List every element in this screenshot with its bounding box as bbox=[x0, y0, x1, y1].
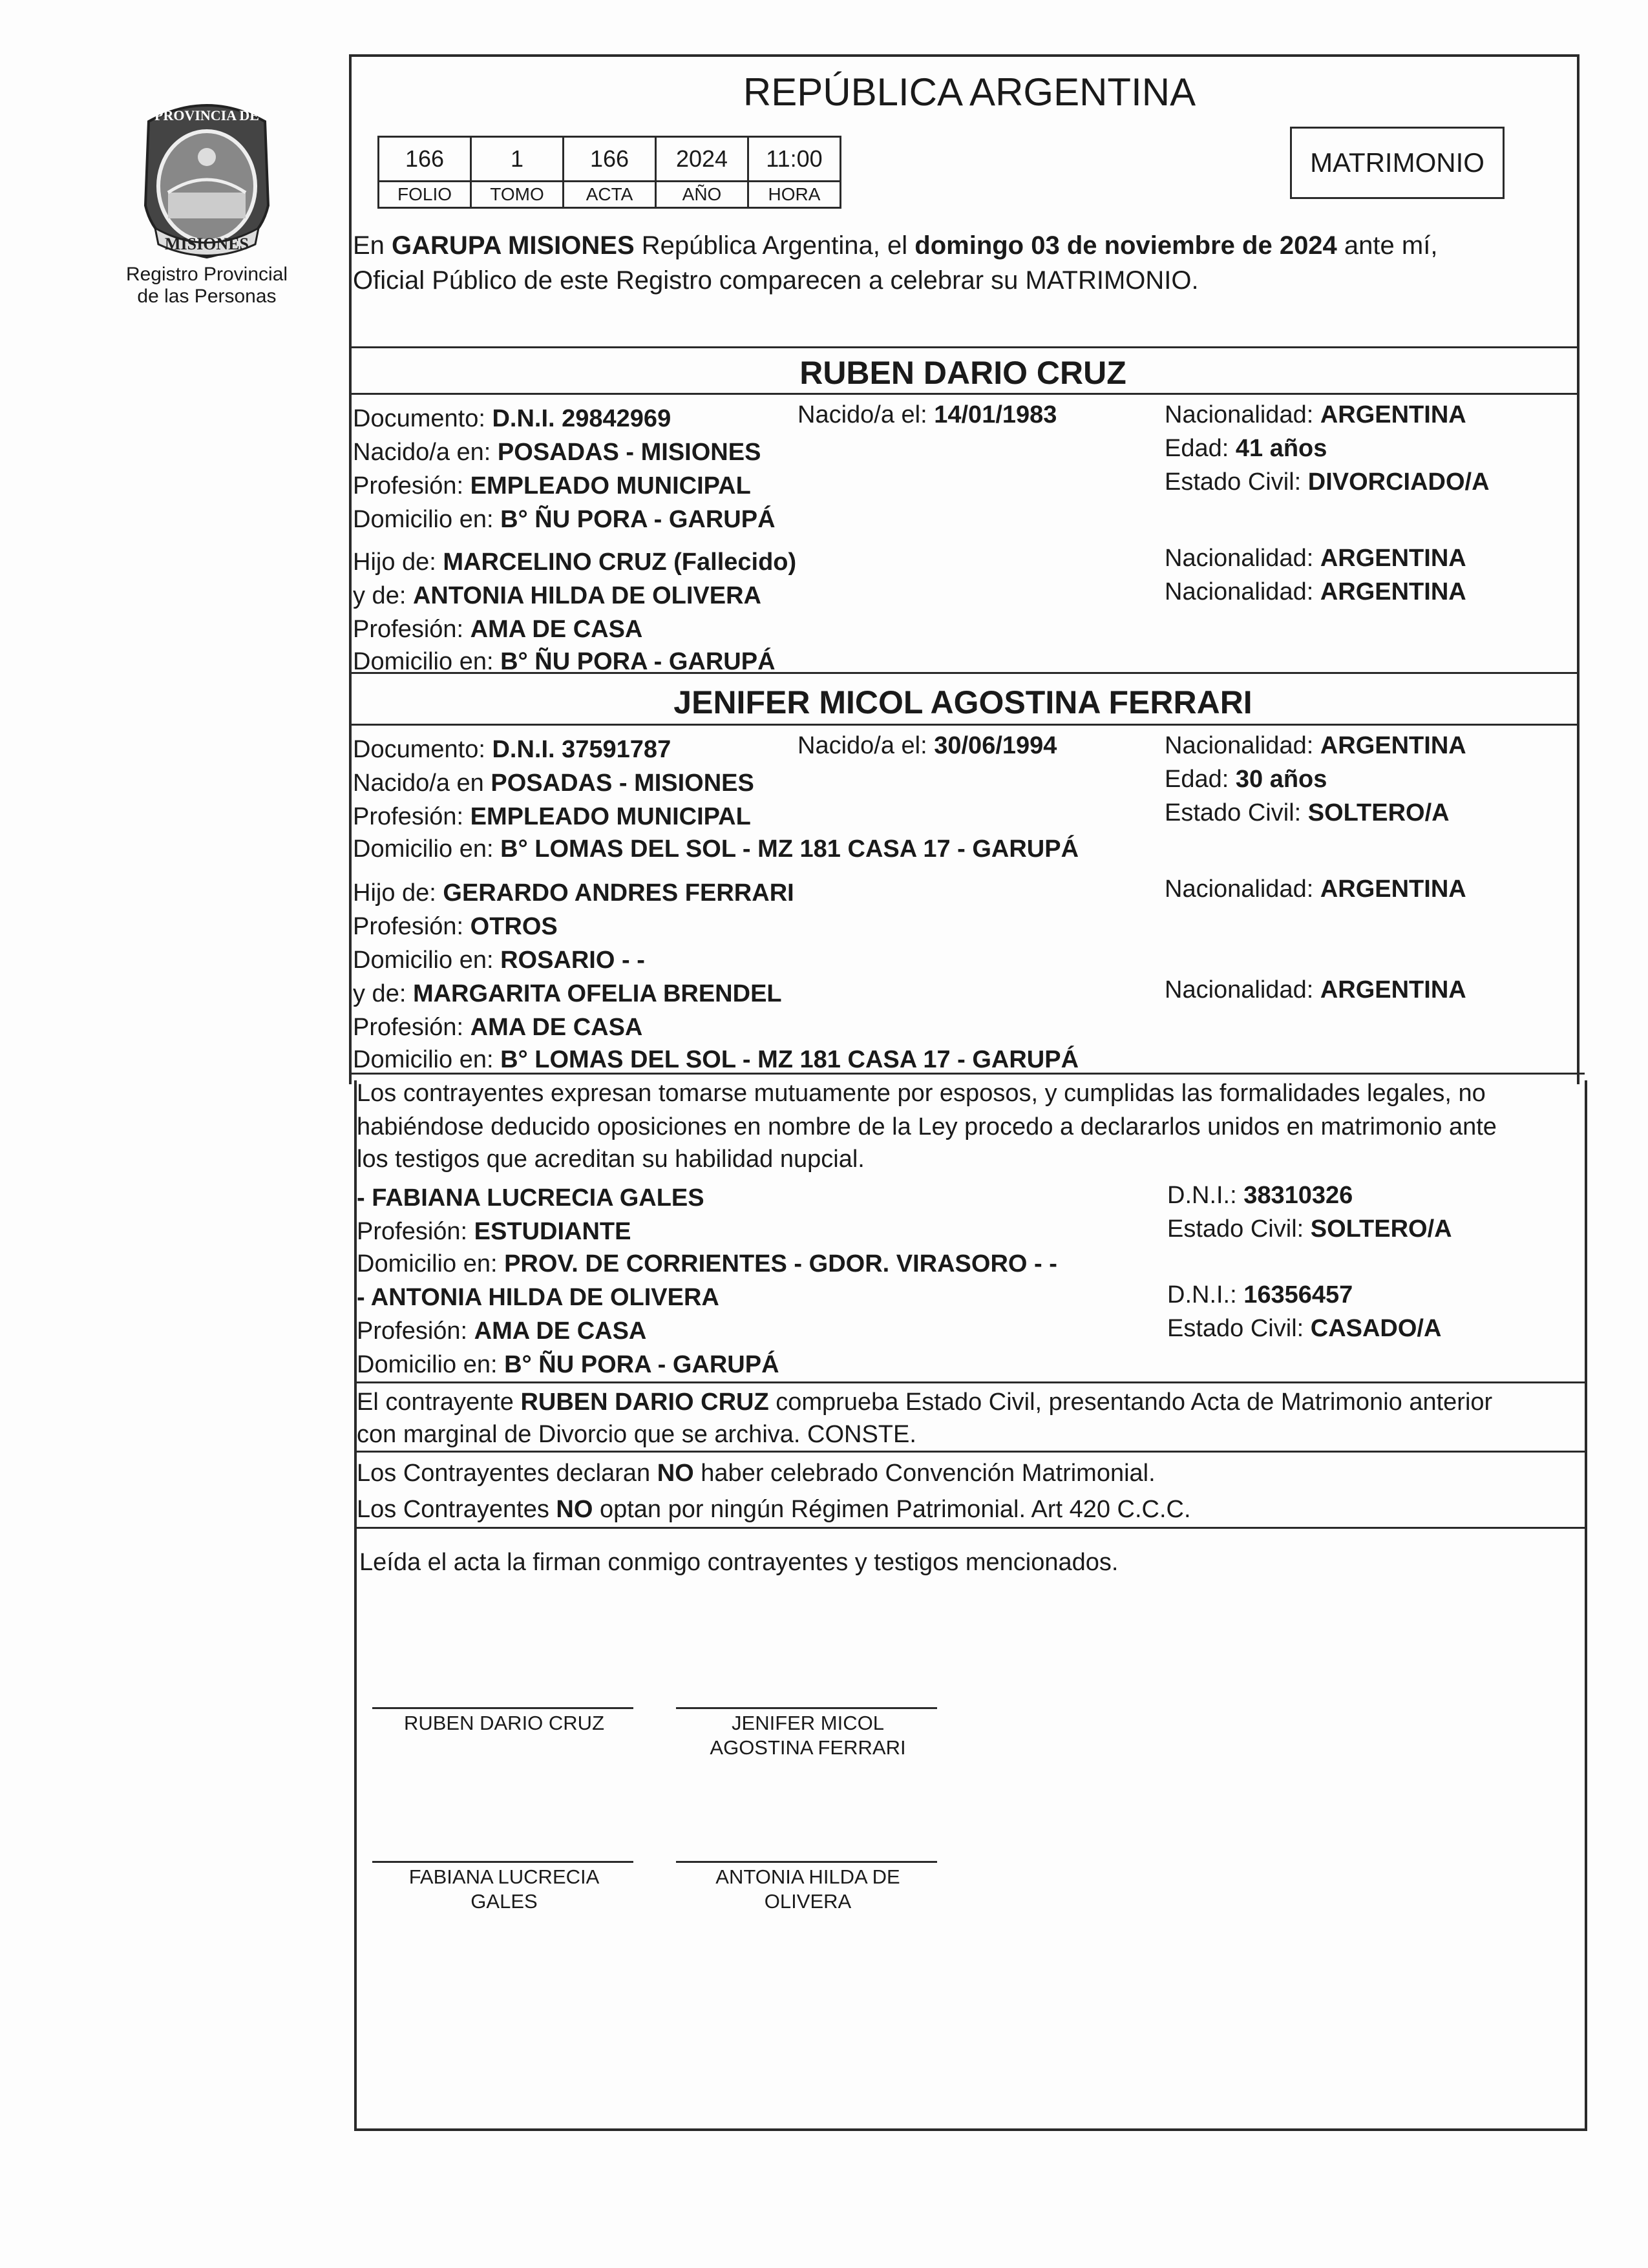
party1-father-nationality: Nacionalidad: ARGENTINA bbox=[1165, 545, 1466, 572]
party2-birthdate: Nacido/a el: 30/06/1994 bbox=[798, 732, 1057, 759]
party2-age: Edad: 30 años bbox=[1165, 766, 1327, 793]
party1-nationality: Nacionalidad: ARGENTINA bbox=[1165, 401, 1466, 428]
witness1-address: Domicilio en: PROV. DE CORRIENTES - GDOR. VIRASORO - - bbox=[357, 1250, 1057, 1277]
registry-name: Registro Provincial de las Personas bbox=[125, 264, 288, 307]
party1-birthplace: Nacido/a en: POSADAS - MISIONES bbox=[353, 439, 761, 466]
folio-value: 166 bbox=[379, 137, 471, 182]
party2-father-nationality: Nacionalidad: ARGENTINA bbox=[1165, 876, 1466, 903]
hour-label: HORA bbox=[748, 182, 841, 208]
party2-birthplace: Nacido/a en POSADAS - MISIONES bbox=[353, 770, 754, 797]
party2-father-address: Domicilio en: ROSARIO - - bbox=[353, 947, 645, 974]
party1-father: Hijo de: MARCELINO CRUZ (Fallecido) bbox=[353, 549, 797, 576]
party1-age: Edad: 41 años bbox=[1165, 435, 1327, 462]
party2-father-profession: Profesión: OTROS bbox=[353, 913, 558, 940]
party2-name: JENIFER MICOL AGOSTINA FERRARI bbox=[673, 684, 1252, 720]
party2-profession: Profesión: EMPLEADO MUNICIPAL bbox=[353, 803, 751, 830]
party2-address: Domicilio en: B° LOMAS DEL SOL - MZ 181 CASA 17 - GARUPÁ bbox=[353, 835, 1079, 863]
signature-name-1: RUBEN DARIO CRUZ bbox=[403, 1712, 604, 1734]
province-seal-logo bbox=[129, 96, 284, 264]
witness2-name: - ANTONIA HILDA DE OLIVERA bbox=[357, 1284, 719, 1311]
witness1-dni: D.N.I.: 38310326 bbox=[1167, 1182, 1353, 1209]
party1-mother-profession: Profesión: AMA DE CASA bbox=[353, 616, 643, 643]
signature-name-2: JENIFER MICOL AGOSTINA FERRARI bbox=[710, 1712, 906, 1759]
party2-mother-nationality: Nacionalidad: ARGENTINA bbox=[1165, 976, 1466, 1003]
party1-address: Domicilio en: B° ÑU PORA - GARUPÁ bbox=[353, 506, 776, 533]
signature-line-2 bbox=[676, 1707, 937, 1709]
intro-line-2: Oficial Público de este Registro comparecen a celebrar su MATRIMONIO. bbox=[353, 266, 1199, 295]
party1-civil-status: Estado Civil: DIVORCIADO/A bbox=[1165, 468, 1490, 496]
party1-mother-nationality: Nacionalidad: ARGENTINA bbox=[1165, 578, 1466, 605]
folio-label: FOLIO bbox=[379, 182, 471, 208]
party1-birthdate: Nacido/a el: 14/01/1983 bbox=[798, 401, 1057, 428]
witness2-profession: Profesión: AMA DE CASA bbox=[357, 1318, 647, 1345]
witness1-civil-status: Estado Civil: SOLTERO/A bbox=[1167, 1215, 1452, 1243]
civil-status-note-line-2: con marginal de Divorcio que se archiva. CONSTE. bbox=[357, 1421, 916, 1448]
party2-nationality: Nacionalidad: ARGENTINA bbox=[1165, 732, 1466, 759]
acta-label: ACTA bbox=[564, 182, 656, 208]
hour-value: 11:00 bbox=[748, 137, 841, 182]
signature-line-1 bbox=[372, 1707, 633, 1709]
act-type-box: MATRIMONIO bbox=[1290, 127, 1505, 199]
party1-name: RUBEN DARIO CRUZ bbox=[799, 355, 1126, 391]
party2-father: Hijo de: GERARDO ANDRES FERRARI bbox=[353, 879, 794, 907]
year-value: 2024 bbox=[656, 137, 748, 182]
convention-declaration: Los Contrayentes declaran NO haber celebrado Convención Matrimonial. bbox=[357, 1460, 1156, 1487]
closing-statement: Leída el acta la firman conmigo contrayentes y testigos mencionados. bbox=[359, 1549, 1119, 1576]
declaration-line-1: Los contrayentes expresan tomarse mutuamente por esposos, y cumplidas las formalidades legales, no bbox=[357, 1080, 1486, 1107]
party2-document: Documento: D.N.I. 37591787 bbox=[353, 736, 671, 763]
witness2-dni: D.N.I.: 16356457 bbox=[1167, 1281, 1353, 1308]
tomo-label: TOMO bbox=[471, 182, 564, 208]
party2-mother: y de: MARGARITA OFELIA BRENDEL bbox=[353, 980, 782, 1007]
witness1-name: - FABIANA LUCRECIA GALES bbox=[357, 1184, 704, 1212]
seal-text-bottom: MISIONES bbox=[164, 235, 249, 253]
year-label: AÑO bbox=[656, 182, 748, 208]
seal-text-top: PROVINCIA DE bbox=[154, 107, 259, 123]
party2-civil-status: Estado Civil: SOLTERO/A bbox=[1165, 799, 1450, 826]
party2-mother-profession: Profesión: AMA DE CASA bbox=[353, 1014, 643, 1041]
declaration-line-3: los testigos que acreditan su habilidad nupcial. bbox=[357, 1146, 865, 1173]
party1-profession: Profesión: EMPLEADO MUNICIPAL bbox=[353, 472, 751, 499]
party1-mother-address: Domicilio en: B° ÑU PORA - GARUPÁ bbox=[353, 648, 776, 675]
civil-status-note-line-1: El contrayente RUBEN DARIO CRUZ comprueba Estado Civil, presentando Acta de Matrimonio anterior bbox=[357, 1389, 1493, 1416]
patrimonial-regime: Los Contrayentes NO optan por ningún Régimen Patrimonial. Art 420 C.C.C. bbox=[357, 1496, 1191, 1523]
witness2-civil-status: Estado Civil: CASADO/A bbox=[1167, 1315, 1442, 1342]
tomo-value: 1 bbox=[471, 137, 564, 182]
declaration-line-2: habiéndose deducido oposiciones en nombre de la Ley procedo a declararlos unidos en matrimonio ante bbox=[357, 1113, 1497, 1140]
party1-mother: y de: ANTONIA HILDA DE OLIVERA bbox=[353, 582, 762, 609]
party2-mother-address: Domicilio en: B° LOMAS DEL SOL - MZ 181 CASA 17 - GARUPÁ bbox=[353, 1046, 1079, 1073]
witness1-profession: Profesión: ESTUDIANTE bbox=[357, 1218, 631, 1245]
witness2-address: Domicilio en: B° ÑU PORA - GARUPÁ bbox=[357, 1351, 779, 1378]
reference-table bbox=[377, 136, 841, 209]
signature-line-4 bbox=[676, 1861, 937, 1863]
party1-document: Documento: D.N.I. 29842969 bbox=[353, 405, 671, 432]
country-title: REPÚBLICA ARGENTINA bbox=[743, 70, 1196, 114]
signature-name-4: ANTONIA HILDA DE OLIVERA bbox=[715, 1865, 900, 1913]
signature-name-3: FABIANA LUCRECIA GALES bbox=[408, 1865, 600, 1913]
intro-line-1: En GARUPA MISIONES República Argentina, el domingo 03 de noviembre de 2024 ante mí, bbox=[353, 231, 1438, 260]
acta-value: 166 bbox=[564, 137, 656, 182]
signature-line-3 bbox=[372, 1861, 633, 1863]
